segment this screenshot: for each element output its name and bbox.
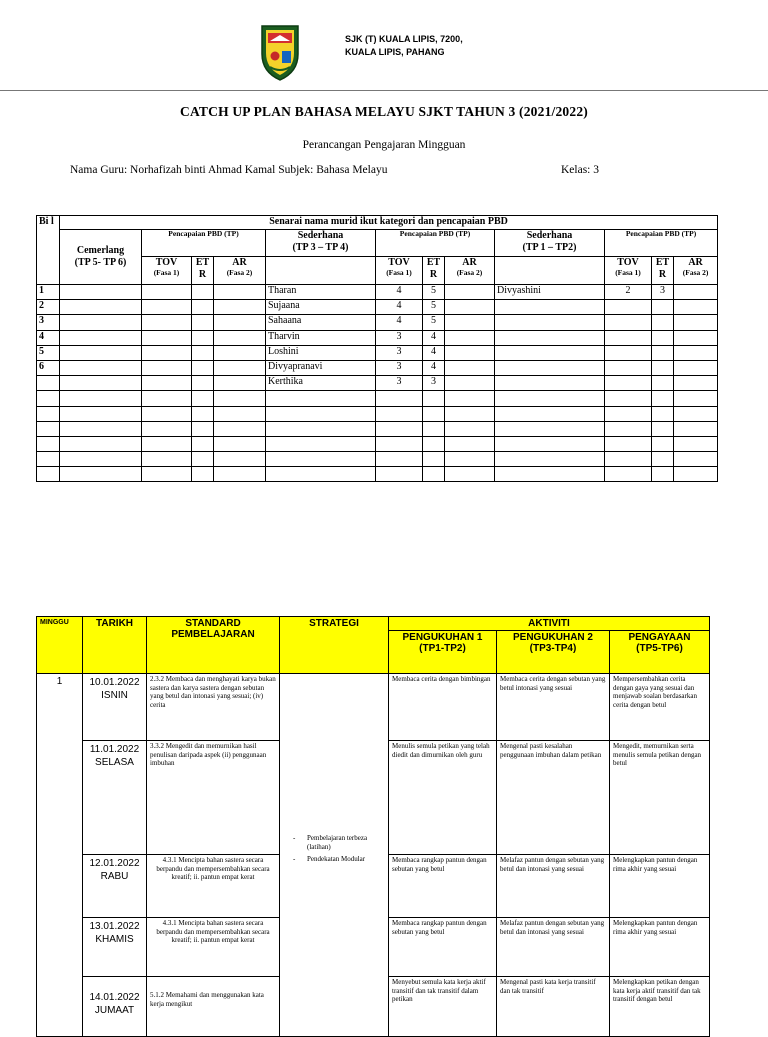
activity-pengukuhan2: Melafaz pantun dengan sebutan yang betul dan intonasi yang sesuai xyxy=(497,855,610,918)
day: SELASA xyxy=(95,757,134,768)
cell xyxy=(192,467,214,482)
cell xyxy=(214,285,266,300)
row-number: 1 xyxy=(37,285,60,300)
cell xyxy=(605,436,652,451)
standard-cell: 2.3.2 Membaca dan menghayati karya bukan sastera dan karya sastera dengan sebutan yang betul dan intonasi yang sesuai; (iv) cerita xyxy=(147,674,280,741)
day: RABU xyxy=(100,871,129,882)
tov-value xyxy=(605,360,652,375)
strategi-header: STRATEGI xyxy=(280,617,389,674)
standard-cell: 4.3.1 Mencipta bahan sastera secara berpandu dan mempersembahkan secara kreatif; ii. pantun empat kerat xyxy=(147,918,280,977)
student-name: Kerthika xyxy=(266,376,376,391)
cell xyxy=(605,391,652,406)
pengayaan-label: PENGAYAAN xyxy=(628,632,691,643)
cell xyxy=(37,436,60,451)
cell xyxy=(60,345,142,360)
activity-pengukuhan1: Membaca cerita dengan bimbingan xyxy=(389,674,497,741)
date-cell xyxy=(83,741,147,855)
table-row xyxy=(37,467,718,482)
ar-header-c xyxy=(674,257,718,285)
weekly-plan-table xyxy=(36,616,710,1037)
student-name: Tharan xyxy=(266,285,376,300)
pbd-banner: Senarai nama murid ikut kategori dan pencapaian PBD xyxy=(60,216,718,230)
cell xyxy=(674,330,718,345)
table-row xyxy=(37,436,718,451)
cell xyxy=(423,406,445,421)
date-cell xyxy=(83,674,147,741)
cell xyxy=(214,330,266,345)
tov-value xyxy=(605,315,652,330)
table-row xyxy=(37,315,718,330)
activity-pengukuhan2: Melafaz pantun dengan sebutan yang betul dan intonasi yang sesuai xyxy=(497,918,610,977)
tov-value xyxy=(605,376,652,391)
tov-label: TOV xyxy=(155,257,178,268)
activity-pengayaan: Melengkapkan pantun dengan rima akhir yang sesuai xyxy=(610,918,710,977)
etr-value xyxy=(652,376,674,391)
cell xyxy=(605,452,652,467)
cell xyxy=(60,330,142,345)
pengukuhan1-tp: (TP1-TP2) xyxy=(419,643,466,654)
fasa1-label: (Fasa 1) xyxy=(386,268,412,277)
cell xyxy=(214,391,266,406)
pengayaan-header xyxy=(610,631,710,674)
etr-header-a: ET R xyxy=(192,257,214,285)
cell xyxy=(214,452,266,467)
tov-value: 3 xyxy=(376,376,423,391)
cell xyxy=(60,315,142,330)
etr-value: 4 xyxy=(423,330,445,345)
tov-value: 3 xyxy=(376,345,423,360)
cell xyxy=(652,421,674,436)
activity-pengukuhan2: Membaca cerita dengan sebutan yang betul intonasi yang sesuai xyxy=(497,674,610,741)
student-name: Sujaana xyxy=(266,300,376,315)
day: KHAMIS xyxy=(95,934,134,945)
table-row xyxy=(37,674,710,741)
cell xyxy=(674,436,718,451)
tov-value xyxy=(605,330,652,345)
table-row xyxy=(37,345,718,360)
cell xyxy=(214,436,266,451)
cell xyxy=(445,467,495,482)
cell xyxy=(652,467,674,482)
cell xyxy=(423,436,445,451)
cell xyxy=(376,391,423,406)
cell xyxy=(445,360,495,375)
sederhana-label-c: Sederhana xyxy=(526,230,573,241)
table-row xyxy=(37,421,718,436)
date-cell xyxy=(83,918,147,977)
row-number: 5 xyxy=(37,345,60,360)
activity-pengukuhan1: Membaca rangkap pantun dengan sebutan yang betul xyxy=(389,918,497,977)
etr-value: 3 xyxy=(652,285,674,300)
cell xyxy=(423,452,445,467)
etr-header-b: ET R xyxy=(423,257,445,285)
etr-value: 5 xyxy=(423,300,445,315)
student-name xyxy=(495,345,605,360)
tarikh-header: TARIKH xyxy=(83,617,147,674)
pencapaian-header-c: Pencapaian PBD (TP) xyxy=(605,230,718,257)
etr-value xyxy=(652,360,674,375)
date: 14.01.2022 xyxy=(89,992,140,1003)
teacher-subject-line: Nama Guru: Norhafizah binti Ahmad Kamal Subjek: Bahasa Melayu xyxy=(70,164,388,176)
cell xyxy=(60,300,142,315)
etr-value: 4 xyxy=(423,345,445,360)
cell xyxy=(674,285,718,300)
ar-header-a xyxy=(214,257,266,285)
tov-label: TOV xyxy=(617,257,639,268)
standard-header: STANDARD PEMBELAJARAN xyxy=(147,617,280,674)
cell xyxy=(142,330,192,345)
cell xyxy=(60,406,142,421)
cell xyxy=(60,436,142,451)
pencapaian-header-b: Pencapaian PBD (TP) xyxy=(376,230,495,257)
student-name: Loshini xyxy=(266,345,376,360)
student-name xyxy=(495,360,605,375)
cell xyxy=(214,376,266,391)
cell xyxy=(142,285,192,300)
cell xyxy=(192,345,214,360)
cell xyxy=(142,315,192,330)
cell xyxy=(445,376,495,391)
cell xyxy=(423,467,445,482)
tov-value: 3 xyxy=(376,360,423,375)
cell xyxy=(37,452,60,467)
cell xyxy=(674,360,718,375)
cell xyxy=(60,285,142,300)
cell xyxy=(142,452,192,467)
cell xyxy=(192,406,214,421)
ar-label: AR xyxy=(462,257,477,268)
student-name xyxy=(495,300,605,315)
empty-header-cell xyxy=(266,257,376,285)
etr-value xyxy=(652,315,674,330)
cell xyxy=(192,436,214,451)
tov-value xyxy=(605,300,652,315)
cell xyxy=(214,467,266,482)
cell xyxy=(674,421,718,436)
fasa2-label: (Fasa 2) xyxy=(682,268,709,277)
cell xyxy=(214,345,266,360)
cell xyxy=(445,406,495,421)
date: 12.01.2022 xyxy=(89,858,140,869)
table-row xyxy=(37,285,718,300)
table-row xyxy=(37,452,718,467)
pencapaian-header-a: Pencapaian PBD (TP) xyxy=(142,230,266,257)
tov-value: 2 xyxy=(605,285,652,300)
table-row xyxy=(37,330,718,345)
cell xyxy=(605,406,652,421)
sederhana-range-c: (TP 1 – TP2) xyxy=(522,242,577,253)
day: ISNIN xyxy=(101,690,128,701)
cell xyxy=(60,421,142,436)
cell xyxy=(192,300,214,315)
pengukuhan1-label: PENGUKUHAN 1 xyxy=(402,632,483,643)
strategi-list xyxy=(281,834,387,864)
activity-pengukuhan2: Mengenal pasti kata kerja transitif dan tak transitif xyxy=(497,977,610,1037)
cell xyxy=(266,406,376,421)
cell xyxy=(142,376,192,391)
cell xyxy=(37,406,60,421)
header-divider xyxy=(0,90,768,91)
cell xyxy=(445,436,495,451)
cell xyxy=(192,315,214,330)
cell xyxy=(142,467,192,482)
date: 11.01.2022 xyxy=(89,744,140,755)
cell xyxy=(674,406,718,421)
ar-label: AR xyxy=(688,257,703,268)
cell xyxy=(674,315,718,330)
cell xyxy=(192,421,214,436)
sederhana-range-b: (TP 3 – TP 4) xyxy=(292,242,349,253)
etr-header-c: ET R xyxy=(652,257,674,285)
row-number: 2 xyxy=(37,300,60,315)
empty-header-cell xyxy=(495,257,605,285)
student-name: Divyapranavi xyxy=(266,360,376,375)
cell xyxy=(192,452,214,467)
cell xyxy=(266,467,376,482)
cell xyxy=(214,406,266,421)
standard-cell: 3.3.2 Mengedit dan memurnikan hasil penulisan daripada aspek (ii) penggunaan imbuhan xyxy=(147,741,280,855)
cell xyxy=(142,391,192,406)
cell xyxy=(376,436,423,451)
pengukuhan1-header xyxy=(389,631,497,674)
cell xyxy=(142,406,192,421)
etr-value: 5 xyxy=(423,285,445,300)
cell xyxy=(142,300,192,315)
student-name xyxy=(495,315,605,330)
fasa1-label: (Fasa 1) xyxy=(615,268,641,277)
school-logo xyxy=(258,24,302,82)
strategi-cell xyxy=(280,674,389,1037)
cell xyxy=(376,467,423,482)
cemerlang-range: (TP 5- TP 6) xyxy=(74,257,127,268)
cell xyxy=(142,345,192,360)
bil-header: Bi l xyxy=(37,216,60,285)
strategi-item: - Pendekatan Modular xyxy=(307,855,387,864)
date: 10.01.2022 xyxy=(89,677,140,688)
standard-cell: 4.3.1 Mencipta bahan sastera secara berpandu dan mempersembahkan secara kreatif; ii. pantun empat kerat xyxy=(147,855,280,918)
row-number: 4 xyxy=(37,330,60,345)
cell xyxy=(445,300,495,315)
pengukuhan2-header xyxy=(497,631,610,674)
cell xyxy=(605,467,652,482)
cemerlang-header xyxy=(60,230,142,285)
etr-value: 3 xyxy=(423,376,445,391)
cell xyxy=(60,467,142,482)
tov-header-b xyxy=(376,257,423,285)
activity-pengayaan: Melengkapkan petikan dengan kata kerja aktif transitif dan tak transitif dengan betul xyxy=(610,977,710,1037)
school-name-line2: KUALA LIPIS, PAHANG xyxy=(345,47,445,57)
cell xyxy=(495,467,605,482)
cell xyxy=(495,452,605,467)
cell xyxy=(674,391,718,406)
cell xyxy=(142,436,192,451)
tov-value: 4 xyxy=(376,285,423,300)
cell xyxy=(445,452,495,467)
fasa2-label: (Fasa 2) xyxy=(226,268,253,277)
ar-label: AR xyxy=(232,257,247,268)
cell xyxy=(266,421,376,436)
cell xyxy=(423,391,445,406)
table-row xyxy=(37,406,718,421)
cell xyxy=(495,391,605,406)
cell xyxy=(423,421,445,436)
cell xyxy=(376,406,423,421)
activity-pengukuhan2: Mengenal pasti kesalahan penggunaan imbuhan dalam petikan xyxy=(497,741,610,855)
etr-value xyxy=(652,345,674,360)
cell xyxy=(214,315,266,330)
cell xyxy=(214,421,266,436)
table-row xyxy=(37,391,718,406)
fasa1-label: (Fasa 1) xyxy=(153,268,180,277)
cell xyxy=(266,391,376,406)
ar-header-b xyxy=(445,257,495,285)
date-cell xyxy=(83,977,147,1037)
minggu-header: MINGGU xyxy=(37,617,83,674)
etr-value: 5 xyxy=(423,315,445,330)
cell xyxy=(60,376,142,391)
cell xyxy=(674,376,718,391)
cell xyxy=(445,421,495,436)
sederhana-label-b: Sederhana xyxy=(297,230,344,241)
student-name: Sahaana xyxy=(266,315,376,330)
cell xyxy=(495,406,605,421)
cell xyxy=(445,285,495,300)
student-name: Tharvin xyxy=(266,330,376,345)
cell xyxy=(495,421,605,436)
date-cell xyxy=(83,855,147,918)
cell xyxy=(214,360,266,375)
cell xyxy=(60,452,142,467)
cell xyxy=(192,391,214,406)
cell xyxy=(37,391,60,406)
cell xyxy=(60,391,142,406)
pengukuhan2-tp: (TP3-TP4) xyxy=(529,643,577,654)
cell xyxy=(142,421,192,436)
cell xyxy=(214,300,266,315)
cell xyxy=(376,421,423,436)
cell xyxy=(192,330,214,345)
sederhana-header-c xyxy=(495,230,605,257)
date: 13.01.2022 xyxy=(89,921,140,932)
tov-header-a xyxy=(142,257,192,285)
day: JUMAAT xyxy=(94,1005,135,1016)
cell xyxy=(674,345,718,360)
row-number: 6 xyxy=(37,360,60,375)
activity-pengukuhan1: Menyebut semula kata kerja aktif transitif dan tak transitif dalam petikan xyxy=(389,977,497,1037)
strategi-item: - Pembelajaran terbeza (latihan) xyxy=(307,834,387,851)
etr-value xyxy=(652,300,674,315)
student-name xyxy=(495,376,605,391)
cell xyxy=(192,376,214,391)
cemerlang-label: Cemerlang xyxy=(76,245,125,256)
document-subtitle: Perancangan Pengajaran Mingguan xyxy=(302,139,466,151)
cell xyxy=(652,436,674,451)
standard-cell: 5.1.2 Memahami dan menggunakan kata kerja mengikut xyxy=(147,977,280,1037)
cell xyxy=(445,315,495,330)
tov-label: TOV xyxy=(388,257,410,268)
document-title: CATCH UP PLAN BAHASA MELAYU SJKT TAHUN 3 (2021/2022) xyxy=(180,104,588,119)
activity-pengukuhan1: Menulis semula petikan yang telah diedit dan dimurnikan oleh guru xyxy=(389,741,497,855)
tov-value xyxy=(605,345,652,360)
cell xyxy=(605,421,652,436)
tov-value: 4 xyxy=(376,315,423,330)
cell xyxy=(37,467,60,482)
cell xyxy=(495,436,605,451)
table-row xyxy=(37,360,718,375)
cell xyxy=(266,436,376,451)
cell xyxy=(445,391,495,406)
tov-value: 4 xyxy=(376,300,423,315)
spacer xyxy=(281,675,387,834)
tov-header-c xyxy=(605,257,652,285)
pengayaan-tp: (TP5-TP6) xyxy=(636,643,683,654)
pbd-table xyxy=(36,215,718,482)
student-name: Divyashini xyxy=(495,285,605,300)
activity-pengayaan: Mengedit, memurnikan serta menulis semula petikan dengan betul xyxy=(610,741,710,855)
activity-pengukuhan1: Membaca rangkap pantun dengan sebutan yang betul xyxy=(389,855,497,918)
pengukuhan2-label: PENGUKUHAN 2 xyxy=(512,632,593,643)
cell xyxy=(652,406,674,421)
cell xyxy=(445,345,495,360)
etr-value xyxy=(652,330,674,345)
sederhana-header-b xyxy=(266,230,376,257)
row-number: 3 xyxy=(37,315,60,330)
table-row xyxy=(37,376,718,391)
cell xyxy=(37,421,60,436)
class-line: Kelas: 3 xyxy=(561,164,600,176)
student-name xyxy=(495,330,605,345)
cell xyxy=(60,360,142,375)
cell xyxy=(652,391,674,406)
cell xyxy=(652,452,674,467)
tov-value: 3 xyxy=(376,330,423,345)
cell xyxy=(192,285,214,300)
activity-pengayaan: Melengkapkan pantun dengan rima akhir yang sesuai xyxy=(610,855,710,918)
aktiviti-header: AKTIVITI xyxy=(389,617,710,631)
cell xyxy=(445,330,495,345)
cell xyxy=(266,452,376,467)
cell xyxy=(192,360,214,375)
row-number xyxy=(37,376,60,391)
cell xyxy=(674,452,718,467)
fasa2-label: (Fasa 2) xyxy=(456,268,483,277)
activity-pengayaan: Mempersembahkan cerita dengan gaya yang sesuai dan menjawab soalan berdasarkan cerita dengan betul xyxy=(610,674,710,741)
cell xyxy=(674,467,718,482)
week-number: 1 xyxy=(37,674,83,1037)
table-row xyxy=(37,300,718,315)
school-name-line1: SJK (T) KUALA LIPIS, 7200, xyxy=(345,34,463,44)
etr-value: 4 xyxy=(423,360,445,375)
cell xyxy=(142,360,192,375)
cell xyxy=(376,452,423,467)
cell xyxy=(674,300,718,315)
